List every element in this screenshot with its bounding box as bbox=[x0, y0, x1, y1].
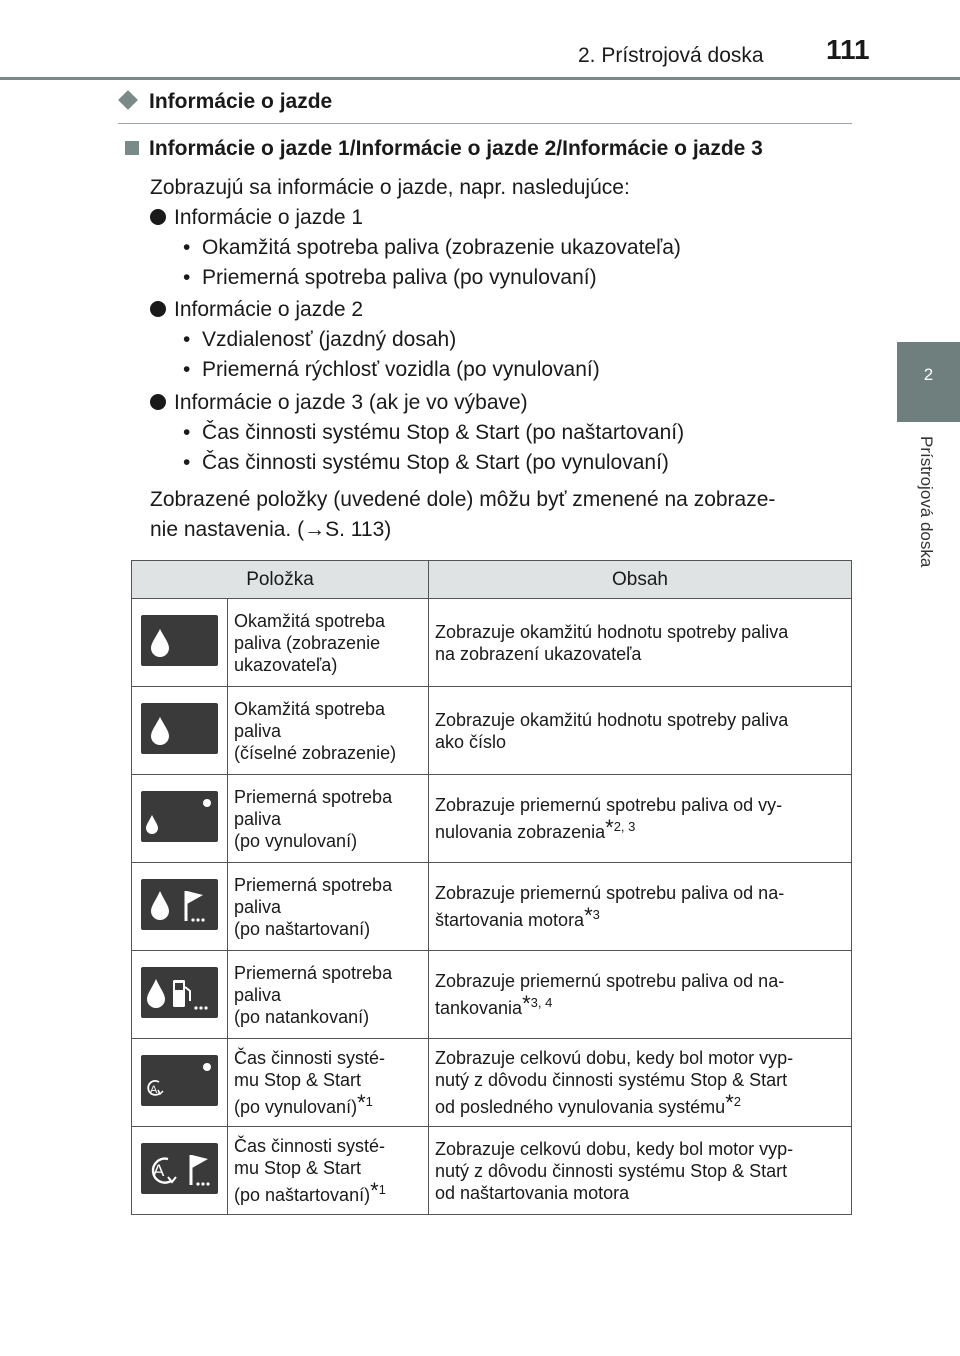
table-row bbox=[132, 863, 852, 951]
list-item: • Priemerná spotreba paliva (po vynulovaní) bbox=[183, 266, 597, 289]
item-cell: Okamžitá spotreba paliva (zobrazenie ukazovateľa) bbox=[228, 599, 429, 687]
dot-bullet-icon bbox=[150, 394, 166, 410]
item-cell: Priemerná spotreba paliva (po naštartovaní) bbox=[228, 863, 429, 951]
table-row bbox=[132, 599, 852, 687]
list-item: • Vzdialenosť (jazdný dosah) bbox=[183, 328, 457, 351]
stop-start-reset-icon bbox=[141, 1055, 218, 1106]
subsection-title: Informácie o jazde 1/Informácie o jazde 2/Informácie o jazde 3 bbox=[125, 137, 763, 161]
square-bullet-icon bbox=[125, 141, 139, 155]
content-cell: Zobrazuje priemernú spotrebu paliva od na- štartovania motora*$^3$ bbox=[429, 863, 852, 951]
chapter-tab: 2 bbox=[897, 342, 960, 422]
chapter-title: 2. Prístrojová doska bbox=[578, 44, 764, 67]
list-item: • Čas činnosti systému Stop & Start (po naštartovaní) bbox=[183, 421, 685, 444]
item-cell: Priemerná spotreba paliva (po natankovaní) bbox=[228, 951, 429, 1039]
section-title: Informácie o jazde bbox=[118, 90, 332, 114]
content-cell: Zobrazuje okamžitú hodnotu spotreby paliva ako číslo bbox=[429, 687, 852, 775]
list-item: • Okamžitá spotreba paliva (zobrazenie ukazovateľa) bbox=[183, 236, 681, 259]
outro-text: Zobrazené položky (uvedené dole) môžu byť zmenené na zobraze- bbox=[150, 488, 776, 511]
table-row bbox=[132, 951, 852, 1039]
content-cell: Zobrazuje priemernú spotrebu paliva od vy- nulovania zobrazenia*$^{2, 3}$ bbox=[429, 775, 852, 863]
fuel-drop-pump-icon bbox=[141, 967, 218, 1018]
outro-text: nie nastavenia. (→S. 113) bbox=[150, 518, 392, 541]
table-row bbox=[132, 1127, 852, 1215]
item-cell: Čas činnosti systé- mu Stop & Start (po naštartovaní)*$^1$ bbox=[228, 1127, 429, 1215]
table-header-content: Obsah bbox=[429, 561, 852, 599]
group-title: Informácie o jazde 2 bbox=[150, 298, 363, 322]
page-number: 111 bbox=[826, 34, 870, 65]
chapter-tab-label: Prístrojová doska bbox=[917, 436, 936, 568]
list-item: • Čas činnosti systému Stop & Start (po vynulovaní) bbox=[183, 451, 669, 474]
fuel-drop-flag-icon bbox=[141, 879, 218, 930]
fuel-drop-reset-icon bbox=[141, 791, 218, 842]
dot-bullet-icon bbox=[150, 209, 166, 225]
table-row bbox=[132, 775, 852, 863]
content-cell: Zobrazuje celkovú dobu, kedy bol motor vyp- nutý z dôvodu činnosti systému Stop & Start od naštartovania motora bbox=[429, 1127, 852, 1215]
header-rule bbox=[0, 77, 960, 80]
section-rule bbox=[118, 123, 852, 124]
stop-start-flag-icon bbox=[141, 1143, 218, 1194]
group-title: Informácie o jazde 3 (ak je vo výbave) bbox=[150, 391, 528, 415]
intro-text: Zobrazujú sa informácie o jazde, napr. nasledujúce: bbox=[150, 176, 630, 199]
content-cell: Zobrazuje priemernú spotrebu paliva od na- tankovania*$^{3, 4}$ bbox=[429, 951, 852, 1039]
fuel-drop-icon bbox=[141, 703, 218, 754]
list-item: • Priemerná rýchlosť vozidla (po vynulovaní) bbox=[183, 358, 600, 381]
dot-bullet-icon bbox=[150, 301, 166, 317]
item-cell: Čas činnosti systé- mu Stop & Start (po vynulovaní)*$^1$ bbox=[228, 1039, 429, 1127]
fuel-drop-icon bbox=[141, 615, 218, 666]
svg-text:A: A bbox=[153, 1160, 165, 1180]
table-header-item: Položka bbox=[132, 561, 429, 599]
info-table bbox=[131, 560, 852, 1215]
diamond-bullet-icon bbox=[118, 90, 138, 110]
table-row bbox=[132, 687, 852, 775]
group-title: Informácie o jazde 1 bbox=[150, 206, 363, 230]
content-cell: Zobrazuje celkovú dobu, kedy bol motor vyp- nutý z dôvodu činnosti systému Stop & Start od posledného vynulovania systému*$^2$ bbox=[429, 1039, 852, 1127]
content-cell: Zobrazuje okamžitú hodnotu spotreby paliva na zobrazení ukazovateľa bbox=[429, 599, 852, 687]
table-row bbox=[132, 1039, 852, 1127]
item-cell: Priemerná spotreba paliva (po vynulovaní) bbox=[228, 775, 429, 863]
svg-text:A: A bbox=[150, 1083, 158, 1096]
item-cell: Okamžitá spotreba paliva (číselné zobrazenie) bbox=[228, 687, 429, 775]
